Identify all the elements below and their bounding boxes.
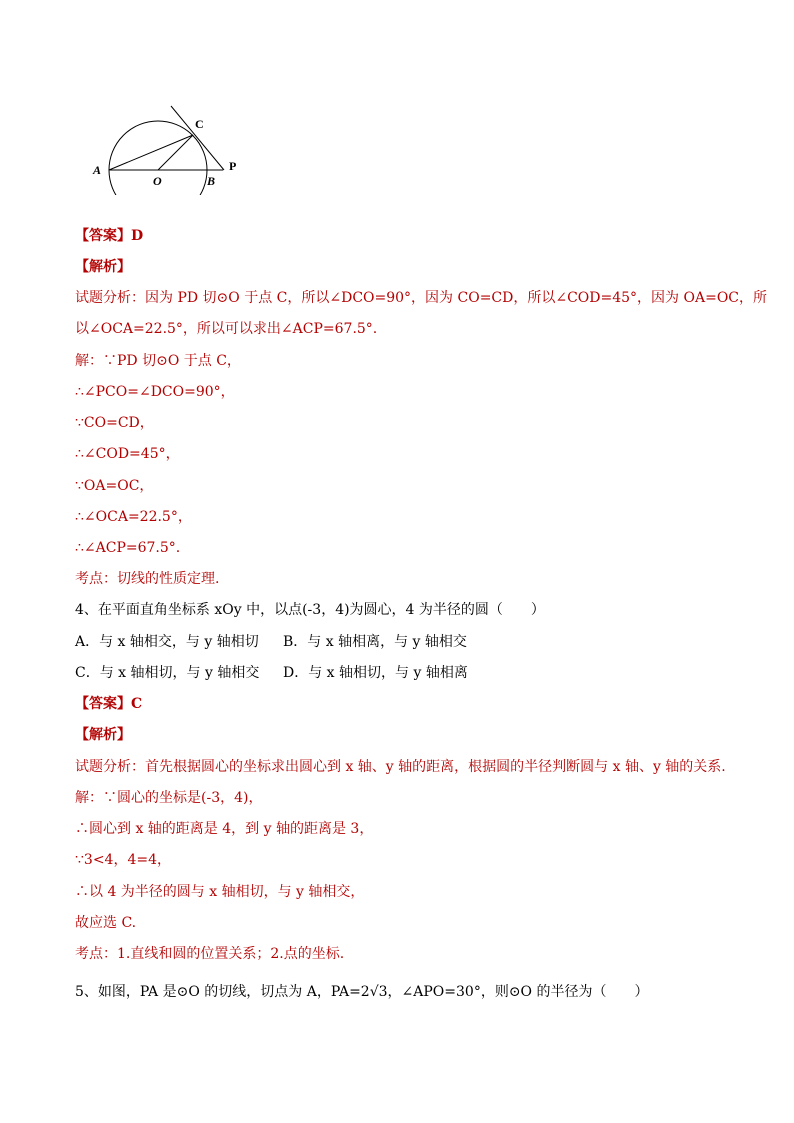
label-c: C (195, 117, 204, 131)
q3-solution-line: ∵OA=OC， (75, 478, 154, 494)
label-o: O (153, 174, 162, 188)
label-b: B (207, 174, 216, 188)
q3-solution-line: 解：∵PD 切⊙O 于点 C， (75, 353, 241, 369)
q3-solution-line: ∵CO=CD， (75, 415, 154, 431)
label-a: A (93, 163, 102, 177)
q3-analysis-line-1: 试题分析：因为 PD 切⊙O 于点 C，所以∠DCO=90°，因为 CO=CD，所以∠COD=45°，因为 OA=OC，所 (75, 290, 768, 306)
q4-answer: 【答案】C (75, 696, 143, 712)
q3-solution-line: ∴∠COD=45°， (75, 446, 180, 462)
q4-solution-line: 故应选 C. (75, 915, 137, 931)
q3-solution-line: ∴∠ACP=67.5°. (75, 540, 181, 556)
q4-analysis: 试题分析：首先根据圆心的坐标求出圆心到 x 轴、y 轴的距离，根据圆的半径判断圆与 x 轴、y 轴的关系. (75, 759, 726, 775)
radius-oc (158, 135, 193, 170)
q4-option-b: B．与 x 轴相离，与 y 轴相交 (283, 634, 467, 650)
q4-solution-line: ∵3<4，4=4， (75, 852, 171, 868)
chord-ac (109, 135, 193, 170)
q4-option-d: D．与 x 轴相切，与 y 轴相离 (283, 665, 468, 681)
q3-analysis-line-2: 以∠OCA=22.5°，所以可以求出∠ACP=67.5°. (75, 321, 378, 337)
q4-solution-line: ∴以 4 为半径的圆与 x 轴相切，与 y 轴相交， (75, 884, 365, 900)
circle-tangent-figure (85, 100, 255, 195)
label-p: P (229, 159, 237, 173)
q3-answer: 【答案】D (75, 228, 144, 244)
q4-stem: 4、在平面直角坐标系 xOy 中，以点(-3，4)为圆心，4 为半径的圆（ ） (75, 602, 545, 618)
q4-analysis-header: 【解析】 (75, 727, 131, 743)
tangent-line (171, 106, 224, 170)
q5-stem: 5、如图，PA 是⊙O 的切线，切点为 A，PA=2√3，∠APO=30°，则⊙O 的半径为（ ） (75, 984, 649, 1000)
q3-knowledge-point: 考点：切线的性质定理. (75, 571, 220, 587)
q3-solution-line: ∴∠OCA=22.5°， (75, 509, 192, 525)
q4-solution-line: 解：∵圆心的坐标是(-3，4)， (75, 790, 263, 806)
q4-option-c: C．与 x 轴相切，与 y 轴相交 (75, 665, 260, 681)
q4-option-a: A．与 x 轴相交，与 y 轴相切 (75, 634, 259, 650)
q4-solution-line: ∴圆心到 x 轴的距离是 4，到 y 轴的距离是 3， (75, 821, 374, 837)
q3-analysis-header: 【解析】 (75, 259, 131, 275)
q4-knowledge-point: 考点：1.直线和圆的位置关系；2.点的坐标. (75, 946, 345, 962)
q3-solution-line: ∴∠PCO=∠DCO=90°， (75, 384, 235, 400)
